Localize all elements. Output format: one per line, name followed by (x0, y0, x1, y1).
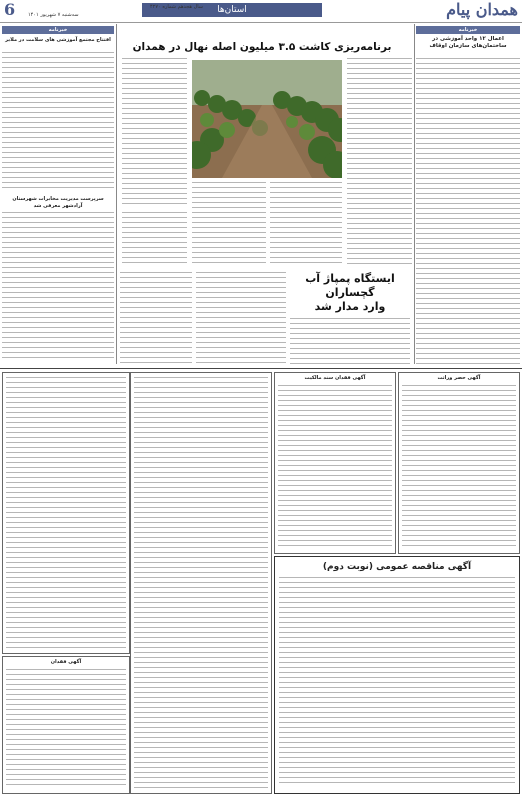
left-column-headline2: سرپرست مدیریت مخابرات شهرستان آرادشهر معرفی شد (12, 196, 104, 209)
tender-body (279, 577, 515, 787)
ad-notice2-title: آگهی حصر وراثت (437, 375, 481, 381)
pump-body2 (196, 272, 286, 364)
ad-left-body (6, 377, 126, 649)
right-column-body (416, 58, 520, 368)
left-column-headline1: افتتاح مجتمع آموزشی های سلامت در ملایر (5, 37, 111, 43)
ad-notice1-title: آگهی فقدان سند مالکیت (304, 375, 366, 381)
tender-box (274, 556, 520, 794)
ad-notice3-body (6, 669, 126, 789)
column-rule-right (414, 24, 415, 364)
pump-body1 (290, 318, 410, 364)
lead-body-col3b (122, 212, 187, 267)
left-column-body2 (2, 212, 114, 362)
ad-notice2-body (402, 385, 516, 549)
ad-long-body (134, 377, 268, 789)
lead-photo (192, 60, 342, 178)
tender-title: آگهی مناقصه عمومی (نوبت دوم) (322, 562, 472, 572)
ad-box-notice3 (2, 656, 130, 794)
pump-title-line2: گچساران (325, 286, 375, 299)
page-number: 6 (4, 0, 16, 19)
right-column-headline: اعمال ۱۲ واحد آموزشی در ساختمان‌های سازمان اوقاف (429, 36, 507, 49)
pump-title-line1: ایستگاه پمپاژ آب (305, 272, 395, 285)
masthead (0, 0, 522, 23)
ad-notice3-title: آگهی فقدان (50, 659, 82, 665)
lead-body-col1 (347, 58, 412, 268)
left-column-label: خبرنامه (2, 26, 114, 34)
section-divider (0, 368, 522, 369)
pump-title-line3: وارد مدار شد (314, 300, 386, 313)
ad-box-left (2, 372, 130, 654)
left-column-body1 (2, 52, 114, 192)
pump-body3 (120, 272, 192, 364)
issue-info: سال هجدهم شماره ۴۲۷۰ (150, 4, 203, 10)
section-band: استان‌ها (142, 3, 322, 17)
right-column-label: خبرنامه (416, 26, 520, 34)
pump-title (290, 272, 410, 314)
lead-body-col3 (122, 58, 187, 208)
ad-box-notice2 (398, 372, 520, 554)
lead-title: برنامه‌ریزی کاشت ۳.۵ میلیون اصله نهال در همدان (132, 41, 392, 53)
seedlings-photo-svg (192, 60, 342, 178)
logo: همدان پیام (446, 0, 518, 19)
ad-box-notice1 (274, 372, 396, 554)
lead-body-col2b (192, 182, 266, 267)
ad-notice1-body (278, 385, 392, 549)
column-rule-left (116, 24, 117, 364)
lead-body-col2a (270, 182, 342, 267)
date-info: سه‌شنبه ۷ شهریور ۱۴۰۱ (28, 12, 79, 18)
ad-box-long (130, 372, 272, 794)
